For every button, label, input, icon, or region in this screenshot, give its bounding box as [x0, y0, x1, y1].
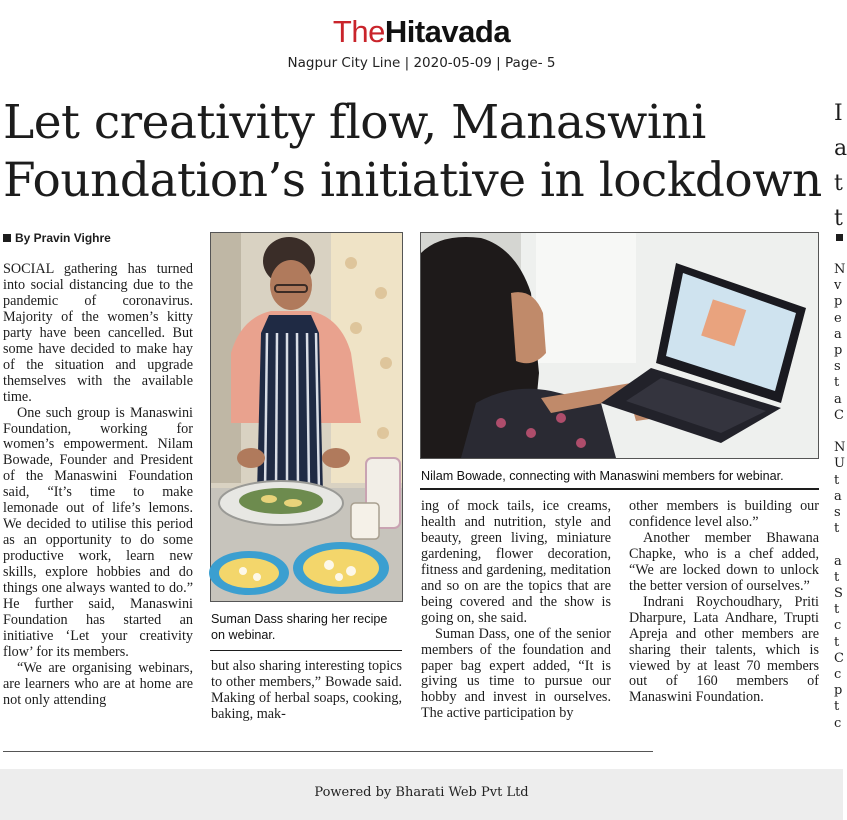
photo-suman-dass-cooking [210, 232, 403, 602]
next-article-edge-rule [836, 234, 843, 241]
caption-rule-1 [210, 650, 402, 651]
paragraph: “We are organising webinars, are learners who are at home are not only attending [3, 659, 193, 708]
paragraph: Another member Bhawana Chapke, who is a chef added, “We are locked down to unlock the better version of ourselves.” [629, 529, 819, 594]
paragraph: Indrani Roychoudhary, Priti Dharpure, Lata Andhare, Trupti Apreja and other members are sharing their talents, which is viewed by at least 70 members out of 160 members of Manaswini Foundation. [629, 593, 819, 706]
byline [3, 231, 111, 245]
article-bottom-rule [3, 751, 653, 752]
photo-nilam-bowade-laptop [420, 232, 819, 459]
masthead-the: The [332, 14, 385, 49]
paragraph: One such group is Manaswini Foundation, working for women’s empowerment. Nilam Bowade, Founder and President of the Manaswini Foundation said, “It’s time to make lemonade out of life’s lemons. We decided to utilise this period as an opportunity to do some productive work, learn new skills, explore hobbies and do things one always wanted to do.” He further said, Manaswini Foundation has started an initiative ‘Let your creativity flow’ for its members. [3, 404, 193, 660]
paragraph: ing of mock tails, ice creams, health and nutrition, style and beauty, green living, miniature gardening, flower decoration, fitness and gardening, meditation and so on are the topics that are being covered and the show is going on, she said. [421, 498, 611, 626]
article-column-2 [211, 659, 402, 723]
dateline: Nagpur City Line | 2020-05-09 | Page- 5 [287, 55, 556, 71]
next-article-edge: I a t t [834, 101, 847, 231]
photo-laptop-illustration [421, 233, 818, 458]
paragraph: Suman Dass, one of the senior members of the foundation and paper bag expert added, “It is giving us time to pursue our hobby and invest in ourselves. The active participation by [421, 625, 611, 722]
article-headline: Let creativity flow, Manaswini Foundation’s initiative in lockdown [3, 95, 822, 208]
masthead-name: Hitavada [384, 14, 511, 49]
article-column-4 [629, 499, 819, 706]
next-article-edge-text: N v p e a p s t a C N U t a s t a t S t c t C c p t c [834, 262, 846, 731]
footer-bar [0, 769, 843, 820]
byline-marker [3, 234, 11, 242]
article-column-3 [421, 499, 611, 722]
paragraph: other members is building our confidence level also.” [629, 498, 819, 530]
photo-1-caption: Suman Dass sharing her recipe on webinar. [211, 612, 388, 642]
caption-rule-2 [420, 488, 819, 490]
paragraph: but also sharing interesting topics to other members,” Bowade said. Making of herbal soaps, cooking, baking, mak- [211, 658, 402, 722]
article-column-1 [3, 262, 193, 709]
paragraph: SOCIAL gathering has turned into social distancing due to the pandemic of coronavirus. Majority of the women’s kitty party have been cancelled. But some have decided to make hay of the situation and upgrade themselves with the available time. [3, 261, 193, 405]
byline-text: By Pravin Vighre [15, 231, 111, 245]
photo-cooking-illustration [211, 233, 402, 601]
newspaper-masthead [0, 14, 843, 50]
photo-2-caption: Nilam Bowade, connecting with Manaswini members for webinar. [421, 469, 784, 483]
footer-credit: Powered by Bharati Web Pvt Ltd [314, 785, 529, 800]
